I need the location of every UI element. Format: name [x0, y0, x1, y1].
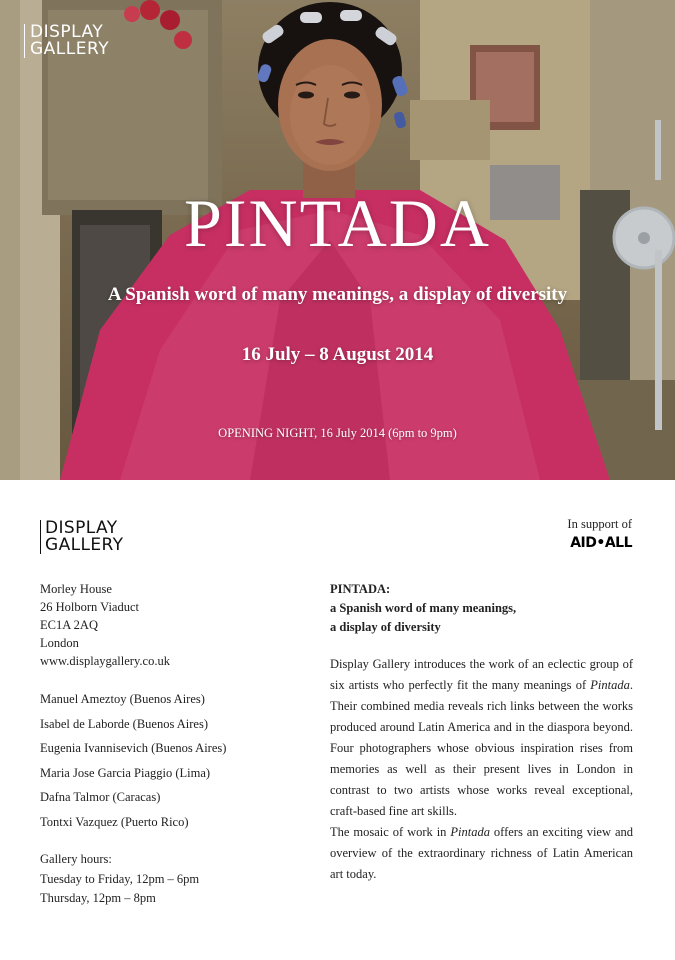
artist-item: Dafna Talmor (Caracas)	[40, 790, 161, 804]
p2-text-a: The mosaic of work in	[330, 825, 451, 839]
artist-item: Tontxi Vazquez (Puerto Rico)	[40, 814, 189, 829]
hero-logo-line1: DISPLAY	[30, 22, 104, 42]
artist-item: Manuel Ameztoy (Buenos Aires)	[40, 692, 205, 706]
address-line: EC1A 2AQ	[40, 618, 98, 632]
exhibition-dates: 16 July – 8 August 2014	[241, 344, 434, 365]
opening-night-text: OPENING NIGHT, 16 July 2014 (6pm to 9pm)	[218, 426, 457, 440]
artist-list	[40, 690, 300, 837]
article-paragraph-2	[330, 822, 633, 885]
address-line: Morley House	[40, 582, 112, 596]
website-link[interactable]: www.displaygallery.co.uk	[40, 654, 170, 668]
hero-logo-line2: GALLERY	[30, 39, 110, 59]
artist-item: Maria Jose Garcia Piaggio (Lima)	[40, 765, 211, 780]
article-heading-line3: a display of diversity	[330, 620, 441, 634]
article-heading-line1: PINTADA:	[330, 582, 391, 596]
article-paragraph-1	[330, 654, 633, 822]
aid-all-logo: AID•ALL	[570, 535, 632, 551]
left-column	[40, 580, 300, 909]
support-label: In support of	[567, 517, 632, 531]
gallery-logo-line2: GALLERY	[45, 535, 124, 555]
article-heading-line2: a Spanish word of many meanings,	[330, 601, 517, 615]
article-column	[330, 580, 633, 885]
article-body	[330, 654, 633, 885]
p2-pintada: Pintada	[450, 825, 490, 839]
hours-thursday: Thursday, 12pm – 8pm	[40, 891, 156, 905]
p1-text-b: . Their combined media reveals rich links between the works produced around Latin America and in the diaspora beyond. Four photographers whose obvious inspiration rises from memories as well as their present lives in London in contrast to two artists whose works reveal exceptional, craft-based fine art skills.	[330, 678, 633, 818]
address-line: 26 Holborn Viaduct	[40, 600, 140, 614]
exhibition-subtitle: A Spanish word of many meanings, a display of diversity	[107, 284, 568, 305]
hours-weekdays: Tuesday to Friday, 12pm – 6pm	[40, 871, 200, 886]
hours-heading: Gallery hours:	[40, 852, 112, 866]
p1-text-a: Display Gallery introduces the work of an eclectic group of six artists who perfectly fit the many meanings of	[330, 657, 633, 692]
gallery-hours	[40, 850, 300, 909]
exhibition-title: PINTADA	[184, 185, 491, 261]
article-heading	[330, 580, 633, 637]
artist-item: Isabel de Laborde (Buenos Aires)	[40, 716, 208, 731]
address-line: London	[40, 636, 79, 650]
gallery-logo-line1: DISPLAY	[45, 518, 118, 538]
support-block	[567, 517, 632, 551]
gallery-logo	[40, 520, 123, 554]
p1-pintada: Pintada	[590, 678, 630, 692]
p2-text-b: offers an exciting view and overview of the extraordinary richness of Latin American art today.	[330, 825, 633, 881]
hero-gallery-logo	[24, 24, 109, 58]
artist-item: Eugenia Ivannisevich (Buenos Aires)	[40, 741, 227, 755]
gallery-address	[40, 580, 300, 670]
